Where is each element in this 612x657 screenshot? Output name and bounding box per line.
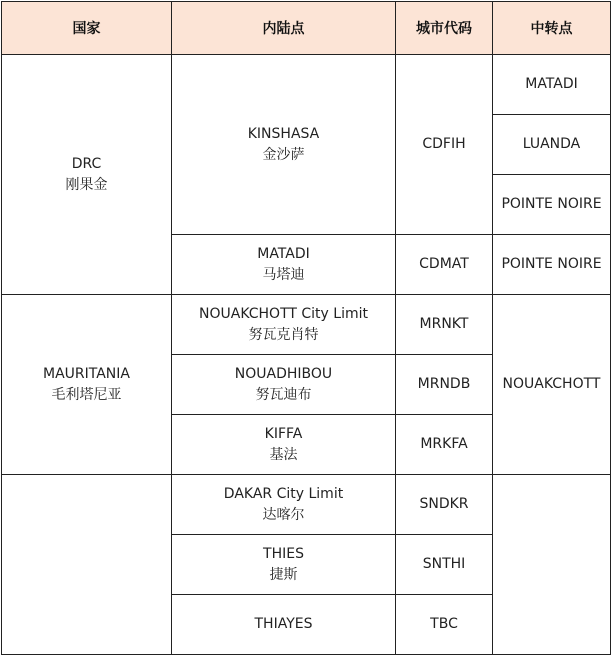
transit-point-cell: NOUAKCHOTT — [493, 295, 611, 475]
table-row — [2, 475, 611, 535]
country-cell-drc — [2, 55, 172, 295]
inland-point-cell — [172, 595, 396, 655]
table-row — [2, 295, 611, 355]
country-cell-mauritania — [2, 295, 172, 475]
header-transit-point: 中转点 — [493, 2, 611, 55]
transit-point-cell: MATADI — [493, 55, 611, 115]
city-code-cell: SNDKR — [396, 475, 493, 535]
transit-point-cell: POINTE NOIRE — [493, 235, 611, 295]
inland-point-en: THIAYES — [254, 616, 313, 632]
inland-point-cell — [172, 295, 396, 355]
inland-point-cell — [172, 475, 396, 535]
city-code-cell: MRNKT — [396, 295, 493, 355]
transit-point-cell — [493, 475, 611, 655]
inland-point-cn: 捷斯 — [269, 566, 298, 583]
inland-point-cell — [172, 55, 396, 235]
header-row — [2, 2, 611, 55]
city-code-cell: CDFIH — [396, 55, 493, 235]
inland-point-en: MATADI — [257, 245, 310, 262]
inland-point-en: THIES — [263, 545, 304, 562]
country-cell — [2, 475, 172, 655]
inland-point-en: KINSHASA — [247, 125, 320, 142]
table-row — [2, 55, 611, 115]
inland-point-cn: 金沙萨 — [262, 146, 305, 163]
transit-point-cell: LUANDA — [493, 115, 611, 175]
inland-point-cn: 马塔迪 — [262, 266, 305, 283]
country-name-cn: 毛利塔尼亚 — [51, 386, 122, 403]
header-city-code: 城市代码 — [396, 2, 493, 55]
city-code-cell: CDMAT — [396, 235, 493, 295]
inland-point-en: NOUAKCHOTT City Limit — [199, 305, 368, 322]
inland-point-cn: 达喀尔 — [262, 506, 305, 523]
inland-point-en: DAKAR City Limit — [223, 485, 344, 502]
header-country: 国家 — [2, 2, 172, 55]
header-inland-point: 内陆点 — [172, 2, 396, 55]
inland-points-table — [1, 1, 611, 655]
inland-point-en: NOUADHIBOU — [234, 365, 333, 382]
inland-point-cn: 努瓦克肖特 — [248, 326, 319, 343]
inland-point-en: KIFFA — [264, 425, 303, 442]
city-code-cell: MRNDB — [396, 355, 493, 415]
country-name-en: MAURITANIA — [43, 365, 130, 382]
country-name-cn: 刚果金 — [65, 176, 108, 193]
inland-point-cell — [172, 535, 396, 595]
inland-point-cell — [172, 355, 396, 415]
city-code-cell: TBC — [396, 595, 493, 655]
transit-point-cell: POINTE NOIRE — [493, 175, 611, 235]
inland-point-cell — [172, 235, 396, 295]
city-code-cell: SNTHI — [396, 535, 493, 595]
city-code-cell: MRKFA — [396, 415, 493, 475]
inland-point-cn: 基法 — [269, 446, 298, 463]
country-name-en: DRC — [71, 155, 102, 172]
inland-point-cn: 努瓦迪布 — [255, 386, 312, 403]
inland-point-cell — [172, 415, 396, 475]
